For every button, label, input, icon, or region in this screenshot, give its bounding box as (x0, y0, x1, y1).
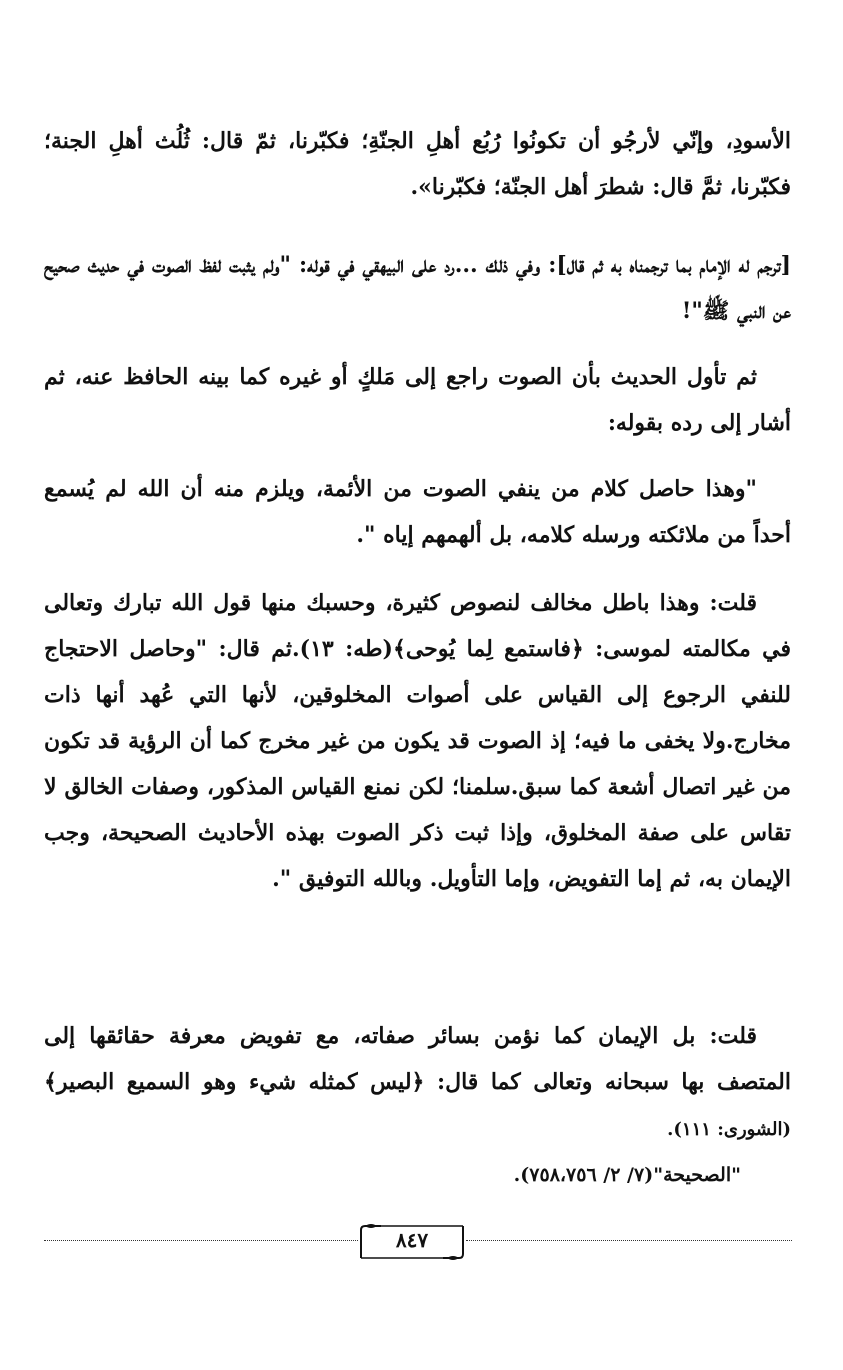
paragraph-heading-note: [ترجم له الإمام بما ترجمناه به ثم قال]: وفي ذلك ...رد على البيهقي في قوله: "ولم يثبت لفظ الصوت في حديث صحيح عن النبي ﷺ"! (44, 252, 791, 324)
surah-citation: (الشورى: ١١١). (667, 1119, 791, 1140)
paragraph-quote: "وهذا حاصل كلام من ينفي الصوت من الأئمة، ويلزم منه أن الله لم يُسمع أحداً من ملائكته ورسله كلامه، بل ألهمهم إياه ". (44, 476, 791, 548)
paragraph-hadith-end: الأسودِ، وإنّي لأرجُو أن تكونُوا رُبُع أهلِ الجنّةِ؛ فكبّرنا، ثمّ قال: ثُلُث أهلِ الجنة؛ فكبّرنا، ثمَّ قال: شطرَ أهل الجنّة؛ فكبّرنا». (44, 128, 791, 200)
conclusion-text: قلت: بل الإيمان كما نؤمن بسائر صفاته، مع تفويض معرفة حقائقها إلى المتصف بها سبحانه وتعالى كما قال: ﴿ليس كمثله شيء وهو السميع البصير﴾ (44, 1023, 791, 1095)
page-number-frame (357, 1222, 467, 1262)
footer-rule-left (44, 1240, 358, 1241)
footnote: "الصحيحة"(٧/ ٢/ ٧٥٨،٧٥٦). (513, 1164, 741, 1186)
paragraph-conclusion (44, 1013, 791, 1153)
page-number: ٨٤٧ (395, 1228, 429, 1252)
paragraph-interpretation: ثم تأول الحديث بأن الصوت راجع إلى مَلكٍ أو غيره كما بينه الحافظ عنه، ثم أشار إلى رده بقوله: (44, 364, 791, 436)
paragraph-refutation: قلت: وهذا باطل مخالف لنصوص كثيرة، وحسبك منها قول الله تبارك وتعالى في مكالمته لموسى: ﴿فاستمع لِما يُوحى﴾(طه: ١٣).ثم قال: "وحاصل الاحتجاج للنفي الرجوع إلى القياس على أصوات المخلوقين، لأنها التي عُهد أنها ذات مخارج.ولا يخفى ما فيه؛ إذ الصوت قد يكون من غير مخرج كما أن الرؤية قد تكون من غير اتصال أشعة كما سبق.سلمنا؛ لكن نمنع القياس المذكور، وصفات الخالق لا تقاس على صفة المخلوق، وإذا ثبت ذكر الصوت بهذه الأحاديث الصحيحة، وجب الإيمان به، ثم إما التفويض، وإما التأويل. وبالله التوفيق ". (44, 590, 791, 892)
footer-rule-right (466, 1240, 792, 1241)
